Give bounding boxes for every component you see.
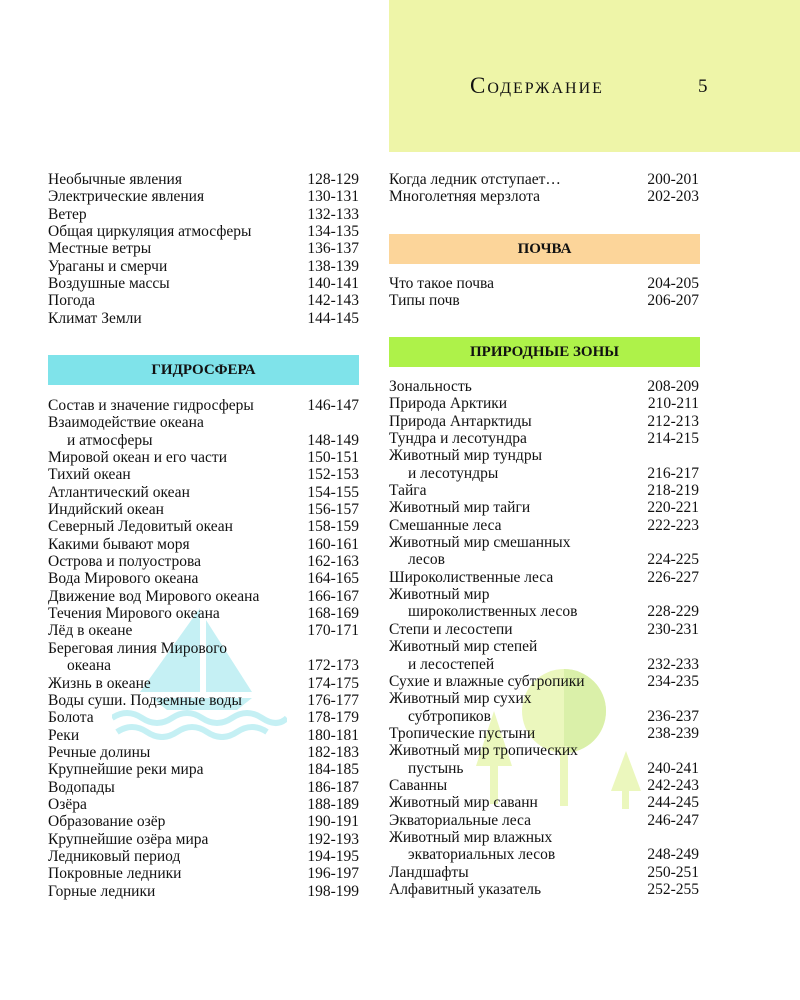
- toc-entry-pages: 164-165: [307, 570, 359, 588]
- toc-entry-title: Общая циркуляция атмосферы: [48, 223, 252, 241]
- toc-entry-pages: 208-209: [647, 378, 699, 395]
- toc-entry: [389, 794, 699, 811]
- toc-entry: [48, 449, 359, 466]
- toc-entry: [389, 864, 699, 881]
- toc-entry-title: Животный мир: [389, 586, 490, 604]
- toc-entry: [48, 848, 359, 865]
- toc-entry-title: Сухие и влажные субтропики: [389, 672, 585, 690]
- toc-entry-pages: 148-149: [307, 431, 359, 449]
- toc-entry: [389, 378, 699, 395]
- toc-entry: [389, 517, 699, 534]
- toc-entry: [389, 603, 699, 620]
- toc-entry: [389, 551, 699, 568]
- toc-entry: [48, 223, 359, 240]
- toc-entry-pages: 170-171: [307, 622, 359, 640]
- toc-entry-title: Крупнейшие реки мира: [48, 761, 204, 779]
- toc-entry-pages: 184-185: [307, 761, 359, 779]
- toc-entry-pages: 180-181: [307, 726, 359, 744]
- toc-entry: [48, 675, 359, 692]
- toc-entry-pages: 226-227: [647, 568, 699, 586]
- toc-list-soil: [389, 275, 699, 310]
- toc-entry: [389, 673, 699, 690]
- toc-entry-title: Течения Мирового океана: [48, 605, 220, 623]
- toc-entry-title: Животный мир смешанных: [389, 534, 571, 552]
- toc-entry-pages: 192-193: [307, 830, 359, 848]
- toc-entry-title: Тундра и лесотундра: [389, 430, 527, 448]
- section-title-soil: ПОЧВА: [517, 241, 572, 257]
- toc-entry-pages: 154-155: [307, 483, 359, 501]
- section-banner-hydrosphere: [48, 355, 359, 385]
- toc-entry: [389, 638, 699, 655]
- toc-entry-pages: 142-143: [307, 292, 359, 310]
- toc-entry-title: Животный мир тундры: [389, 447, 542, 465]
- toc-entry: [389, 777, 699, 794]
- toc-entry: [48, 588, 359, 605]
- toc-entry-pages: 152-153: [307, 466, 359, 484]
- toc-entry: [48, 484, 359, 501]
- toc-entry-title: Индийский океан: [48, 501, 164, 519]
- toc-entry: [48, 622, 359, 639]
- toc-list-glaciers: [389, 171, 699, 206]
- toc-entry: [48, 310, 359, 327]
- toc-entry: [48, 796, 359, 813]
- toc-entry: [389, 881, 699, 898]
- toc-entry-pages: 138-139: [307, 257, 359, 275]
- toc-entry: [48, 605, 359, 622]
- toc-entry-pages: 176-177: [307, 691, 359, 709]
- toc-entry: [389, 292, 699, 309]
- toc-entry-title: Тропические пустыни: [389, 724, 536, 742]
- toc-entry-pages: 168-169: [307, 605, 359, 623]
- toc-entry-title: Острова и полуострова: [48, 553, 201, 571]
- toc-entry-pages: 190-191: [307, 813, 359, 831]
- toc-entry-pages: 200-201: [647, 171, 699, 188]
- toc-entry: [48, 553, 359, 570]
- toc-entry-title: Покровные ледники: [48, 865, 182, 883]
- toc-entry-pages: 172-173: [307, 657, 359, 675]
- toc-entry-title: экваториальных лесов: [408, 846, 556, 864]
- toc-entry-title: Животный мир сухих: [389, 690, 532, 708]
- toc-entry-pages: 194-195: [307, 847, 359, 865]
- toc-entry-title: Зональность: [389, 378, 472, 395]
- toc-entry-pages: 218-219: [647, 482, 699, 500]
- toc-entry: [48, 831, 359, 848]
- toc-entry-title: и лесотундры: [408, 464, 499, 482]
- toc-entry-pages: 230-231: [647, 620, 699, 638]
- toc-entry-pages: 130-131: [307, 188, 359, 206]
- toc-entry-pages: 236-237: [647, 707, 699, 725]
- toc-entry-pages: 238-239: [647, 724, 699, 742]
- toc-entry: [48, 761, 359, 778]
- section-title-zones: ПРИРОДНЫЕ ЗОНЫ: [470, 344, 619, 360]
- toc-entry-pages: 182-183: [307, 743, 359, 761]
- toc-entry-title: Ветер: [48, 205, 87, 223]
- toc-entry: [48, 171, 359, 188]
- section-banner-zones: [389, 337, 700, 367]
- toc-entry: [389, 188, 699, 205]
- toc-entry-title: Смешанные леса: [389, 516, 502, 534]
- toc-entry: [389, 395, 699, 412]
- toc-entry: [48, 779, 359, 796]
- toc-entry-title: Ландшафты: [389, 863, 469, 881]
- toc-entry-title: Состав и значение гидросферы: [48, 397, 254, 414]
- toc-entry-pages: 144-145: [307, 309, 359, 327]
- toc-entry-title: Северный Ледовитый океан: [48, 518, 233, 536]
- toc-entry-title: Тихий океан: [48, 466, 131, 484]
- toc-entry: [48, 883, 359, 900]
- toc-entry: [48, 536, 359, 553]
- toc-entry-pages: 206-207: [647, 292, 699, 310]
- toc-entry: [389, 413, 699, 430]
- toc-entry-title: Мировой океан и его части: [48, 449, 227, 467]
- toc-entry: [389, 742, 699, 759]
- toc-entry: [48, 813, 359, 830]
- toc-entry: [48, 501, 359, 518]
- toc-entry-pages: 242-243: [647, 776, 699, 794]
- toc-entry-pages: 232-233: [647, 655, 699, 673]
- toc-entry-title: Какими бывают моря: [48, 535, 190, 553]
- toc-entry-title: Погода: [48, 292, 95, 310]
- toc-entry-title: Климат Земли: [48, 309, 142, 327]
- toc-entry: [389, 171, 699, 188]
- toc-entry-title: Водопады: [48, 778, 115, 796]
- toc-entry: [48, 414, 359, 431]
- toc-entry: [48, 570, 359, 587]
- toc-entry: [389, 846, 699, 863]
- toc-entry-title: Озёра: [48, 795, 87, 813]
- toc-entry-pages: 186-187: [307, 778, 359, 796]
- toc-entry: [389, 812, 699, 829]
- toc-entry: [389, 569, 699, 586]
- toc-entry: [389, 708, 699, 725]
- toc-entry-title: Воды суши. Подземные воды: [48, 691, 242, 709]
- toc-entry: [48, 518, 359, 535]
- toc-list-zones: [389, 378, 699, 898]
- toc-entry-title: Многолетняя мерзлота: [389, 188, 541, 206]
- toc-entry: [389, 760, 699, 777]
- toc-entry-pages: 188-189: [307, 795, 359, 813]
- toc-entry-pages: 252-255: [647, 880, 699, 898]
- toc-entry-title: и атмосферы: [67, 431, 153, 449]
- toc-entry-pages: 174-175: [307, 674, 359, 692]
- section-banner-soil: [389, 234, 700, 264]
- toc-entry: [48, 206, 359, 223]
- toc-entry: [48, 188, 359, 205]
- toc-entry-title: пустынь: [408, 759, 464, 777]
- toc-entry-pages: 250-251: [647, 863, 699, 881]
- toc-entry-title: Типы почв: [389, 292, 460, 310]
- page-title: Содержание: [470, 73, 604, 98]
- toc-entry-title: Вода Мирового океана: [48, 570, 199, 588]
- toc-entry-pages: 234-235: [647, 672, 699, 690]
- toc-entry-pages: 214-215: [647, 430, 699, 448]
- toc-entry-title: Крупнейшие озёра мира: [48, 830, 209, 848]
- toc-entry-title: Степи и лесостепи: [389, 620, 513, 638]
- toc-entry: [389, 499, 699, 516]
- toc-entry-pages: 224-225: [647, 551, 699, 569]
- toc-entry-pages: 166-167: [307, 587, 359, 605]
- toc-entry-title: Образование озёр: [48, 813, 166, 831]
- toc-entry-title: Реки: [48, 726, 80, 744]
- toc-entry-title: Тайга: [389, 482, 427, 500]
- toc-entry-pages: 140-141: [307, 275, 359, 293]
- toc-entry-title: лесов: [408, 551, 445, 569]
- toc-entry: [389, 586, 699, 603]
- toc-entry-pages: 220-221: [647, 499, 699, 517]
- toc-entry-pages: 228-229: [647, 603, 699, 621]
- toc-entry-title: Жизнь в океане: [48, 674, 151, 692]
- toc-entry-title: Местные ветры: [48, 240, 152, 258]
- toc-entry: [48, 744, 359, 761]
- toc-entry-title: Ледниковый период: [48, 847, 181, 865]
- toc-entry: [48, 292, 359, 309]
- toc-entry-title: Воздушные массы: [48, 275, 170, 293]
- toc-entry-title: Взаимодействие океана: [48, 414, 204, 432]
- toc-entry-pages: 196-197: [307, 865, 359, 883]
- toc-entry: [389, 482, 699, 499]
- toc-entry-title: Природа Арктики: [389, 395, 508, 413]
- toc-entry-title: Речные долины: [48, 743, 151, 761]
- toc-entry-title: и лесостепей: [408, 655, 495, 673]
- toc-entry-title: Атлантический океан: [48, 483, 190, 501]
- toc-entry-title: Животный мир влажных: [389, 828, 553, 846]
- toc-entry: [389, 656, 699, 673]
- toc-entry-pages: 248-249: [647, 846, 699, 864]
- toc-entry: [389, 829, 699, 846]
- toc-entry-pages: 136-137: [307, 240, 359, 258]
- toc-entry-title: Алфавитный указатель: [389, 880, 542, 898]
- toc-entry: [389, 534, 699, 551]
- toc-entry: [48, 727, 359, 744]
- toc-entry: [48, 275, 359, 292]
- toc-entry-title: океана: [67, 657, 112, 675]
- toc-entry-title: Саванны: [389, 776, 448, 794]
- toc-entry-title: Широколиственные леса: [389, 568, 554, 586]
- toc-entry-title: широколиственных лесов: [408, 603, 578, 621]
- toc-entry: [48, 657, 359, 674]
- toc-entry: [48, 240, 359, 257]
- toc-entry-title: Экваториальные леса: [389, 811, 531, 829]
- toc-list-hydrosphere: [48, 397, 359, 900]
- toc-entry-pages: 204-205: [647, 275, 699, 292]
- toc-entry-pages: 158-159: [307, 518, 359, 536]
- toc-entry-title: Когда ледник отступает…: [389, 171, 561, 188]
- toc-entry: [48, 432, 359, 449]
- toc-entry-title: Горные ледники: [48, 882, 156, 900]
- toc-entry-pages: 146-147: [307, 397, 359, 414]
- toc-entry-title: Береговая линия Мирового: [48, 639, 228, 657]
- toc-entry: [389, 465, 699, 482]
- toc-entry-pages: 134-135: [307, 223, 359, 241]
- toc-entry: [48, 397, 359, 414]
- toc-entry: [48, 258, 359, 275]
- toc-entry-title: Животный мир тайги: [389, 499, 531, 517]
- page-number: 5: [698, 76, 708, 97]
- toc-entry-title: Животный мир степей: [389, 638, 538, 656]
- toc-entry: [48, 709, 359, 726]
- toc-entry: [48, 692, 359, 709]
- toc-list-atmosphere: [48, 171, 359, 327]
- toc-entry: [389, 275, 699, 292]
- toc-entry-pages: 210-211: [647, 395, 699, 413]
- toc-entry-title: Животный мир саванн: [389, 794, 538, 812]
- toc-entry: [389, 430, 699, 447]
- toc-entry-pages: 244-245: [647, 794, 699, 812]
- section-title-hydrosphere: ГИДРОСФЕРА: [151, 362, 256, 378]
- toc-entry-pages: 178-179: [307, 709, 359, 727]
- toc-entry-pages: 128-129: [307, 171, 359, 188]
- toc-entry-pages: 156-157: [307, 501, 359, 519]
- toc-entry-title: Природа Антарктиды: [389, 412, 532, 430]
- toc-entry: [389, 690, 699, 707]
- toc-entry-pages: 198-199: [307, 882, 359, 900]
- toc-entry-pages: 150-151: [307, 449, 359, 467]
- toc-entry-title: субтропиков: [408, 707, 491, 725]
- toc-entry-pages: 202-203: [647, 188, 699, 206]
- toc-entry-title: Ураганы и смерчи: [48, 257, 168, 275]
- toc-entry-pages: 216-217: [647, 464, 699, 482]
- toc-entry-pages: 160-161: [307, 535, 359, 553]
- toc-entry-title: Что такое почва: [389, 275, 494, 292]
- toc-entry-title: Животный мир тропических: [389, 742, 578, 760]
- toc-entry-pages: 132-133: [307, 205, 359, 223]
- toc-entry-pages: 162-163: [307, 553, 359, 571]
- toc-entry-title: Болота: [48, 709, 94, 727]
- toc-entry: [48, 466, 359, 483]
- toc-entry-title: Электрические явления: [48, 188, 205, 206]
- toc-entry: [48, 865, 359, 882]
- toc-entry: [389, 621, 699, 638]
- toc-entry-pages: 222-223: [647, 516, 699, 534]
- toc-entry: [389, 725, 699, 742]
- toc-entry: [48, 640, 359, 657]
- toc-entry-title: Движение вод Мирового океана: [48, 587, 260, 605]
- toc-entry-title: Необычные явления: [48, 171, 182, 188]
- toc-entry-pages: 212-213: [647, 412, 699, 430]
- toc-entry: [389, 447, 699, 464]
- toc-entry-pages: 240-241: [647, 759, 699, 777]
- toc-entry-pages: 246-247: [647, 811, 699, 829]
- toc-entry-title: Лёд в океане: [48, 622, 133, 640]
